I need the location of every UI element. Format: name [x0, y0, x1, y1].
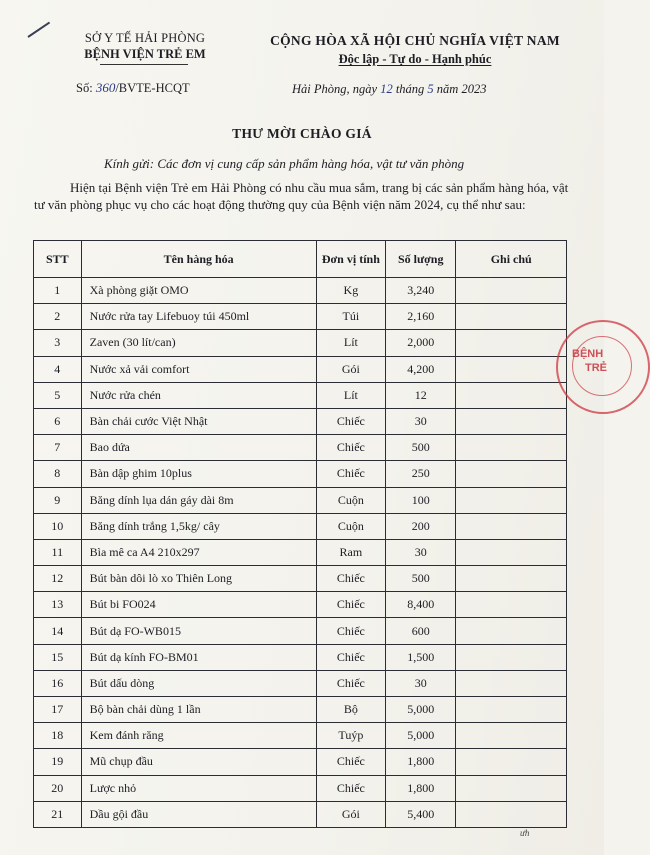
cell-name: Bộ bàn chải dùng 1 lần	[81, 697, 316, 723]
cell-stt: 15	[34, 644, 82, 670]
cell-note	[456, 382, 567, 408]
date-month-label: tháng	[395, 82, 425, 96]
table-row	[34, 330, 567, 356]
cell-stt: 6	[34, 408, 82, 434]
cell-unit: Lít	[316, 330, 385, 356]
cell-name: Bút dấu dòng	[81, 670, 316, 696]
cell-unit: Chiếc	[316, 408, 385, 434]
cell-stt: 17	[34, 697, 82, 723]
cell-name: Bao dứa	[81, 435, 316, 461]
cell-name: Bìa mê ca A4 210x297	[81, 539, 316, 565]
doc-number-prefix: Số:	[76, 81, 93, 95]
cell-stt: 7	[34, 435, 82, 461]
table-row	[34, 670, 567, 696]
cell-name: Dầu gội đầu	[81, 801, 316, 827]
cell-qty: 600	[386, 618, 456, 644]
table-row	[34, 356, 567, 382]
doc-number-handwritten: 360	[95, 80, 116, 95]
cell-stt: 1	[34, 278, 82, 304]
cell-unit: Cuộn	[316, 513, 385, 539]
cell-unit: Cuộn	[316, 487, 385, 513]
table-row	[34, 513, 567, 539]
date-year: năm 2023	[436, 82, 487, 96]
cell-note	[456, 775, 567, 801]
cell-note	[456, 697, 567, 723]
greeting-line: Kính gửi: Các đơn vị cung cấp sản phẩm hàng hóa, vật tư văn phòng	[104, 156, 465, 171]
cell-note	[456, 801, 567, 827]
cell-unit: Gói	[316, 801, 385, 827]
cell-note	[456, 566, 567, 592]
cell-unit: Chiếc	[316, 749, 385, 775]
cell-unit: Tuýp	[316, 723, 385, 749]
date-prefix: Hải Phòng, ngày	[292, 82, 378, 96]
table-row	[34, 618, 567, 644]
cell-qty: 3,240	[386, 278, 456, 304]
table-header-row	[34, 241, 567, 278]
table-row	[34, 801, 567, 827]
table-row	[34, 461, 567, 487]
cell-qty: 8,400	[386, 592, 456, 618]
intro-paragraph: Hiện tại Bệnh viện Trẻ em Hải Phòng có nhu cầu mua sắm, trang bị các sản phẩm hàng hóa, vật tư văn phòng phục vụ cho các hoạt động thường quy của Bệnh viện năm 2024, cụ thể như sau:	[34, 180, 569, 212]
cell-stt: 19	[34, 749, 82, 775]
table-row	[34, 723, 567, 749]
cell-name: Bàn chải cước Việt Nhật	[81, 408, 316, 434]
cell-qty: 30	[386, 539, 456, 565]
cell-note	[456, 618, 567, 644]
cell-note	[456, 461, 567, 487]
cell-unit: Chiếc	[316, 566, 385, 592]
date-day: 12	[380, 82, 393, 96]
cell-unit: Gói	[316, 356, 385, 382]
doc-number-suffix: /BVTE-HCQT	[115, 81, 190, 95]
cell-unit: Lít	[316, 382, 385, 408]
table-row	[34, 775, 567, 801]
cell-qty: 100	[386, 487, 456, 513]
issuer-underline	[100, 64, 188, 65]
cell-qty: 30	[386, 408, 456, 434]
cell-note	[456, 539, 567, 565]
cell-name: Lược nhỏ	[81, 775, 316, 801]
header-note: Ghi chú	[456, 241, 567, 278]
cell-stt: 21	[34, 801, 82, 827]
cell-unit: Túi	[316, 304, 385, 330]
cell-unit: Chiếc	[316, 618, 385, 644]
cell-name: Nước rửa chén	[81, 382, 316, 408]
cell-qty: 5,000	[386, 697, 456, 723]
nation-title: CỘNG HÒA XÃ HỘI CHỦ NGHĨA VIỆT NAM	[270, 33, 560, 48]
cell-name: Nước rửa tay Lifebuoy túi 450ml	[81, 304, 316, 330]
cell-note	[456, 408, 567, 434]
cell-qty: 1,800	[386, 775, 456, 801]
cell-name: Kem đánh răng	[81, 723, 316, 749]
cell-name: Bút bi FO024	[81, 592, 316, 618]
document-number	[76, 80, 190, 96]
date-month: 5	[427, 82, 434, 96]
cell-qty: 500	[386, 435, 456, 461]
cell-qty: 4,200	[386, 356, 456, 382]
cell-unit: Chiếc	[316, 435, 385, 461]
cell-name: Bút dạ kính FO-BM01	[81, 644, 316, 670]
cell-note	[456, 330, 567, 356]
cell-stt: 3	[34, 330, 82, 356]
cell-stt: 5	[34, 382, 82, 408]
cell-note	[456, 670, 567, 696]
cell-stt: 20	[34, 775, 82, 801]
cell-qty: 30	[386, 670, 456, 696]
issuer-org: BỆNH VIỆN TRẺ EM	[84, 47, 206, 61]
cell-stt: 4	[34, 356, 82, 382]
cell-unit: Ram	[316, 539, 385, 565]
table-row	[34, 566, 567, 592]
table-row	[34, 408, 567, 434]
cell-qty: 200	[386, 513, 456, 539]
table-row	[34, 749, 567, 775]
cell-stt: 8	[34, 461, 82, 487]
cell-name: Bàn dập ghim 10plus	[81, 461, 316, 487]
cell-note	[456, 644, 567, 670]
cell-note	[456, 749, 567, 775]
national-header	[235, 33, 595, 67]
cell-name: Mũ chụp đầu	[81, 749, 316, 775]
cell-stt: 11	[34, 539, 82, 565]
cell-stt: 10	[34, 513, 82, 539]
cell-qty: 5,400	[386, 801, 456, 827]
cell-note	[456, 487, 567, 513]
cell-stt: 9	[34, 487, 82, 513]
issuer-block	[60, 31, 230, 62]
cell-unit: Bộ	[316, 697, 385, 723]
table-row	[34, 382, 567, 408]
stamp-text-2: TRẺ	[585, 362, 607, 374]
table-row	[34, 304, 567, 330]
cell-stt: 12	[34, 566, 82, 592]
cell-unit: Kg	[316, 278, 385, 304]
cell-qty: 12	[386, 382, 456, 408]
cell-qty: 500	[386, 566, 456, 592]
table-row	[34, 278, 567, 304]
cell-name: Xà phòng giặt OMO	[81, 278, 316, 304]
cell-qty: 2,000	[386, 330, 456, 356]
nation-motto: Độc lập - Tự do - Hạnh phúc	[338, 52, 492, 66]
handwritten-mark-icon	[27, 22, 50, 38]
issue-date	[292, 82, 486, 97]
cell-qty: 5,000	[386, 723, 456, 749]
cell-unit: Chiếc	[316, 592, 385, 618]
cell-note	[456, 435, 567, 461]
cell-unit: Chiếc	[316, 775, 385, 801]
cell-stt: 2	[34, 304, 82, 330]
table-row	[34, 487, 567, 513]
cell-note	[456, 304, 567, 330]
cell-stt: 13	[34, 592, 82, 618]
cell-note	[456, 592, 567, 618]
cell-qty: 1,500	[386, 644, 456, 670]
cell-unit: Chiếc	[316, 461, 385, 487]
cell-qty: 1,800	[386, 749, 456, 775]
cell-qty: 2,160	[386, 304, 456, 330]
cell-name: Zaven (30 lít/can)	[81, 330, 316, 356]
table-row	[34, 539, 567, 565]
cell-note	[456, 513, 567, 539]
table-row	[34, 644, 567, 670]
header-stt: STT	[34, 241, 82, 278]
cell-name: Băng dính lụa dán gáy dài 8m	[81, 487, 316, 513]
table-row	[34, 435, 567, 461]
cell-note	[456, 356, 567, 382]
header-qty: Số lượng	[386, 241, 456, 278]
cell-name: Bút bàn dôi lò xo Thiên Long	[81, 566, 316, 592]
cell-unit: Chiếc	[316, 644, 385, 670]
document-title: THƯ MỜI CHÀO GIÁ	[232, 126, 372, 141]
items-table	[33, 240, 567, 828]
parent-org: SỞ Y TẾ HẢI PHÒNG	[84, 31, 206, 45]
cell-name: Bút dạ FO-WB015	[81, 618, 316, 644]
header-name: Tên hàng hóa	[81, 241, 316, 278]
table-row	[34, 697, 567, 723]
cell-note	[456, 278, 567, 304]
header-unit: Đơn vị tính	[316, 241, 385, 278]
cell-unit: Chiếc	[316, 670, 385, 696]
page-initial: ưh	[520, 828, 530, 838]
cell-name: Băng dính trắng 1,5kg/ cây	[81, 513, 316, 539]
cell-note	[456, 723, 567, 749]
cell-stt: 14	[34, 618, 82, 644]
stamp-text-1: BỆNH	[572, 348, 604, 360]
table-row	[34, 592, 567, 618]
cell-qty: 250	[386, 461, 456, 487]
cell-name: Nước xả vải comfort	[81, 356, 316, 382]
cell-stt: 16	[34, 670, 82, 696]
cell-stt: 18	[34, 723, 82, 749]
